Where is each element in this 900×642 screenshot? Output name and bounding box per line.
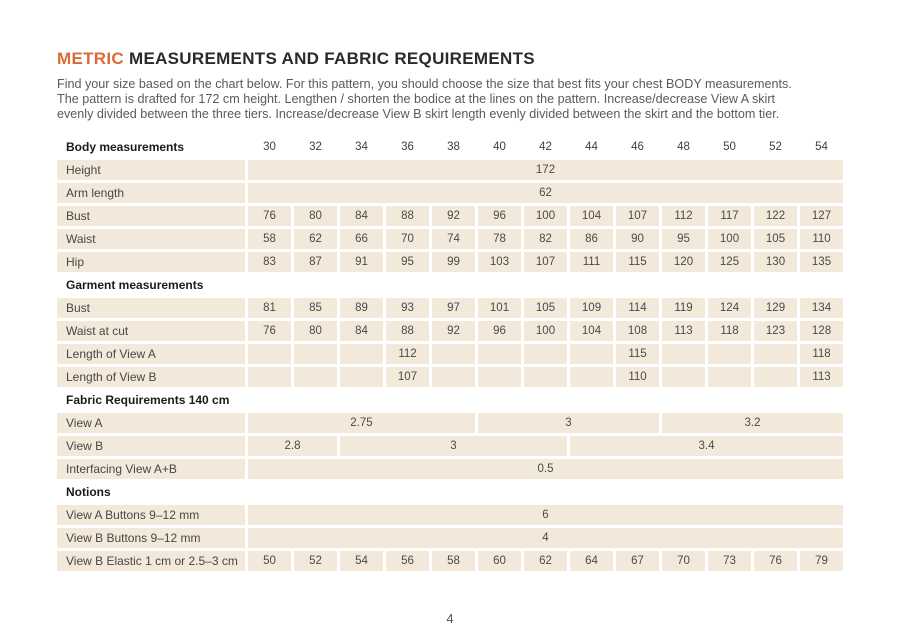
value-cell: 110 [800,229,843,249]
value-cell: 3.2 [662,413,843,433]
size-column-header: 52 [769,140,782,153]
page-number: 4 [446,611,454,626]
value-cell: 100 [708,229,751,249]
value-cell [478,367,521,387]
value-cell: 104 [570,321,613,341]
table-row [57,321,843,341]
value-cell: 118 [708,321,751,341]
value-cell [662,367,705,387]
size-column-header: 34 [355,140,368,153]
page-title-rest: MEASUREMENTS AND FABRIC REQUIREMENTS [123,49,535,68]
row-label: View A [57,413,245,433]
row-label: Height [57,160,245,180]
table-row [57,459,843,479]
table-row [57,505,843,525]
value-cell: 118 [800,344,843,364]
value-cell: 107 [616,206,659,226]
value-cell: 101 [478,298,521,318]
value-cell: 87 [294,252,337,272]
value-cell: 66 [340,229,383,249]
value-cell: 93 [386,298,429,318]
table-row [57,413,843,433]
value-cell: 70 [386,229,429,249]
size-column-header: 50 [723,140,736,153]
value-cell: 79 [800,551,843,571]
value-cell: 85 [294,298,337,318]
size-column-header: 32 [309,140,322,153]
value-cell: 64 [570,551,613,571]
value-cell [524,344,567,364]
value-cell: 113 [800,367,843,387]
value-cell: 62 [294,229,337,249]
section-header-label: Garment measurements [66,277,204,292]
section-header-row [57,137,843,157]
row-label: Length of View A [57,344,245,364]
value-cell: 95 [662,229,705,249]
value-cell: 92 [432,321,475,341]
value-cell: 0.5 [248,459,843,479]
value-cell: 76 [248,321,291,341]
row-label: View B Buttons 9–12 mm [57,528,245,548]
row-label: Arm length [57,183,245,203]
table-row [57,344,843,364]
table-row [57,436,843,456]
value-cell: 114 [616,298,659,318]
value-cell [570,367,613,387]
size-column-header: 42 [539,140,552,153]
value-cell: 122 [754,206,797,226]
value-cell [708,367,751,387]
table-row [57,206,843,226]
value-cell: 92 [432,206,475,226]
value-cell: 76 [754,551,797,571]
value-cell [340,344,383,364]
value-cell [294,344,337,364]
value-cell: 109 [570,298,613,318]
value-cell: 95 [386,252,429,272]
value-cell: 124 [708,298,751,318]
value-cell: 76 [248,206,291,226]
table-row [57,551,843,571]
value-cell: 104 [570,206,613,226]
row-label: Bust [57,298,245,318]
value-cell: 117 [708,206,751,226]
measurement-table [57,137,843,571]
size-column-header: 46 [631,140,644,153]
value-cell: 107 [524,252,567,272]
value-cell: 54 [340,551,383,571]
value-cell: 134 [800,298,843,318]
value-cell: 90 [616,229,659,249]
value-cell: 115 [616,252,659,272]
value-cell [248,367,291,387]
value-cell: 129 [754,298,797,318]
size-column-header: 48 [677,140,690,153]
value-cell: 108 [616,321,659,341]
value-cell: 113 [662,321,705,341]
value-cell: 172 [248,160,843,180]
value-cell: 58 [432,551,475,571]
table-row [57,298,843,318]
value-cell: 74 [432,229,475,249]
value-cell: 62 [524,551,567,571]
section-header-label: Notions [66,484,111,499]
value-cell [708,344,751,364]
table-row [57,183,843,203]
size-column-header: 44 [585,140,598,153]
value-cell: 80 [294,321,337,341]
table-row [57,252,843,272]
value-cell: 112 [386,344,429,364]
table-row [57,367,843,387]
value-cell [754,367,797,387]
size-column-header: 54 [815,140,828,153]
value-cell: 99 [432,252,475,272]
value-cell: 56 [386,551,429,571]
value-cell [432,344,475,364]
value-cell: 78 [478,229,521,249]
value-cell: 111 [570,252,613,272]
value-cell: 83 [248,252,291,272]
section-header-row [57,482,843,502]
value-cell: 130 [754,252,797,272]
row-label: Interfacing View A+B [57,459,245,479]
value-cell: 62 [248,183,843,203]
value-cell [478,344,521,364]
value-cell: 82 [524,229,567,249]
value-cell: 73 [708,551,751,571]
value-cell [570,344,613,364]
value-cell: 88 [386,206,429,226]
value-cell: 60 [478,551,521,571]
row-label: View A Buttons 9–12 mm [57,505,245,525]
value-cell: 50 [248,551,291,571]
section-header-label: Body measurements [66,139,185,154]
value-cell: 67 [616,551,659,571]
value-cell: 115 [616,344,659,364]
row-label: View B [57,436,245,456]
row-label: View B Elastic 1 cm or 2.5–3 cm [57,551,245,571]
value-cell: 84 [340,321,383,341]
value-cell: 4 [248,528,843,548]
value-cell: 81 [248,298,291,318]
table-row [57,160,843,180]
value-cell: 100 [524,206,567,226]
value-cell: 135 [800,252,843,272]
intro-line: evenly divided between the three tiers. Increase/decrease View B skirt length evenly divided between the skirt and the bottom tier. [57,106,780,121]
value-cell: 86 [570,229,613,249]
value-cell: 3.4 [570,436,843,456]
value-cell: 119 [662,298,705,318]
value-cell: 105 [754,229,797,249]
value-cell: 125 [708,252,751,272]
value-cell [248,344,291,364]
value-cell: 2.8 [248,436,337,456]
value-cell: 123 [754,321,797,341]
intro-paragraph [57,77,843,122]
value-cell: 97 [432,298,475,318]
value-cell: 70 [662,551,705,571]
value-cell: 128 [800,321,843,341]
page-content [57,50,843,574]
size-column-header: 36 [401,140,414,153]
value-cell [524,367,567,387]
table-row [57,528,843,548]
value-cell: 2.75 [248,413,475,433]
row-label: Length of View B [57,367,245,387]
section-header-row [57,275,843,295]
size-column-header: 30 [263,140,276,153]
value-cell: 120 [662,252,705,272]
value-cell [754,344,797,364]
section-header-label: Fabric Requirements 140 cm [66,392,230,407]
row-label: Waist at cut [57,321,245,341]
size-column-header: 40 [493,140,506,153]
value-cell: 91 [340,252,383,272]
value-cell: 80 [294,206,337,226]
value-cell: 127 [800,206,843,226]
value-cell: 112 [662,206,705,226]
value-cell: 100 [524,321,567,341]
value-cell: 88 [386,321,429,341]
value-cell [340,367,383,387]
table-row [57,229,843,249]
value-cell: 84 [340,206,383,226]
size-column-header: 38 [447,140,460,153]
intro-line: Find your size based on the chart below. For this pattern, you should choose the size that best fits your chest BODY measurements. [57,76,792,91]
page-title-accent: METRIC [57,49,124,68]
row-label: Hip [57,252,245,272]
value-cell [432,367,475,387]
value-cell: 89 [340,298,383,318]
value-cell: 6 [248,505,843,525]
value-cell: 96 [478,321,521,341]
value-cell: 3 [478,413,659,433]
value-cell: 52 [294,551,337,571]
value-cell: 58 [248,229,291,249]
value-cell [662,344,705,364]
value-cell: 3 [340,436,567,456]
page-title [57,50,843,69]
section-header-row [57,390,843,410]
value-cell: 105 [524,298,567,318]
value-cell: 96 [478,206,521,226]
row-label: Waist [57,229,245,249]
value-cell: 107 [386,367,429,387]
value-cell: 103 [478,252,521,272]
value-cell: 110 [616,367,659,387]
row-label: Bust [57,206,245,226]
value-cell [294,367,337,387]
intro-line: The pattern is drafted for 172 cm height. Lengthen / shorten the bodice at the lines on the pattern. Increase/decrease View A skirt [57,91,776,106]
